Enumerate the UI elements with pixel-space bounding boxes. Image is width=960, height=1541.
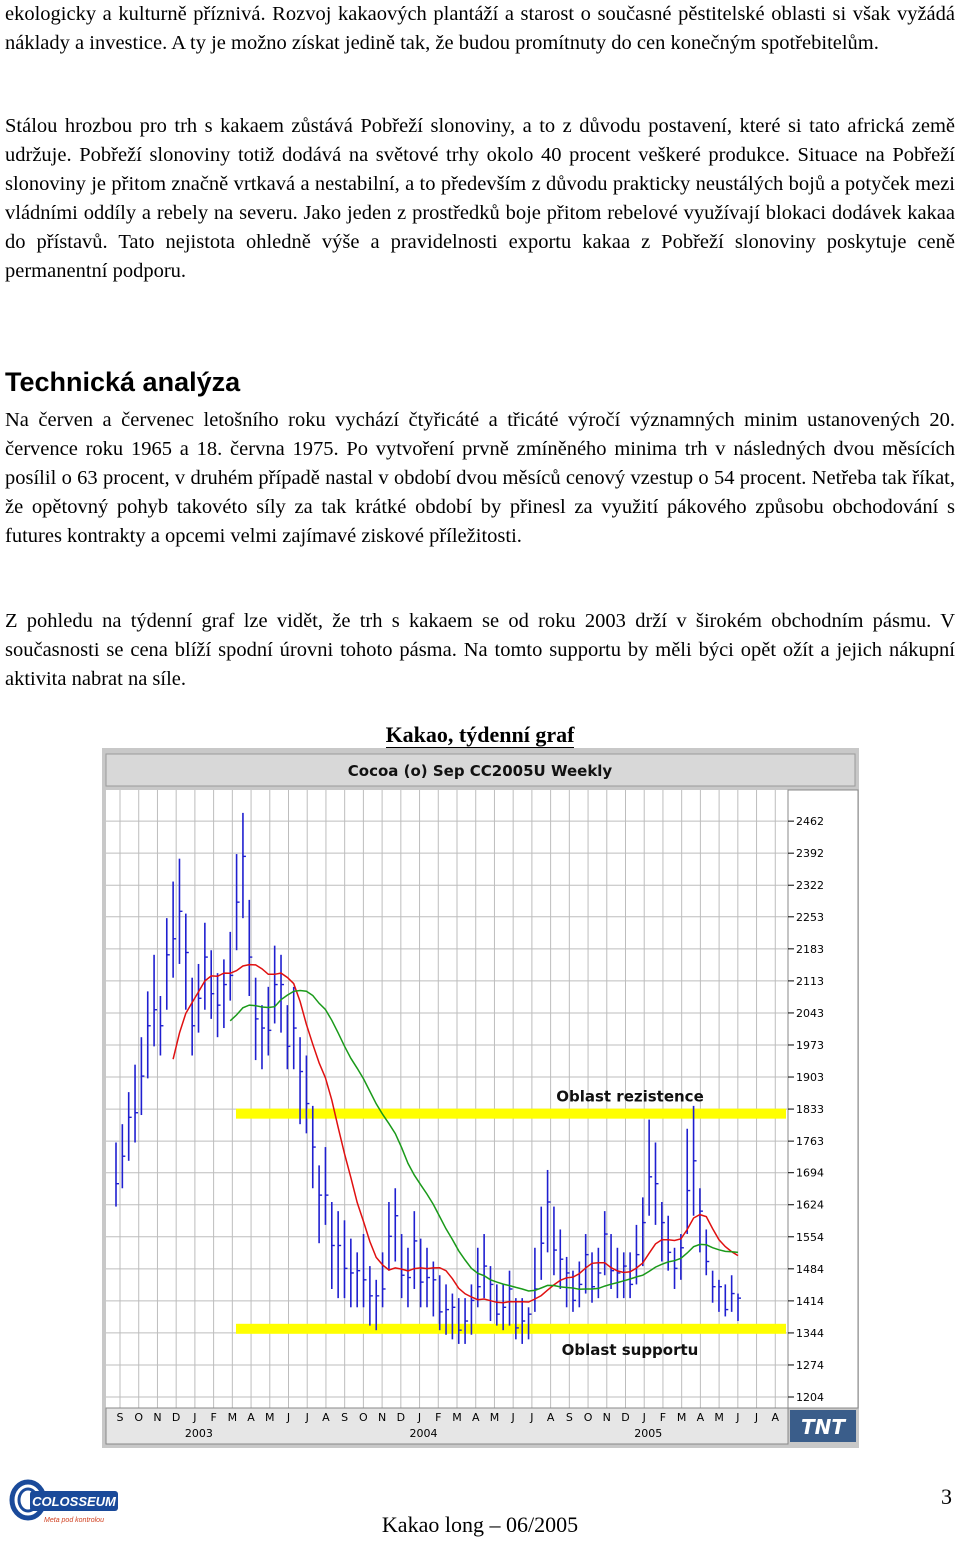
y-tick-label: 2043 [796, 1006, 824, 1020]
support-label: Oblast supportu [561, 1340, 699, 1359]
x-month-label: M [714, 1411, 724, 1424]
paragraph-weekly-chart: Z pohledu na týdenní graf lze vidět, že trh s kakaem se od roku 2003 drží v širokém obchodním pásmu. V současnosti se cena blíží spodní úrovni tohoto pásma. Na tomto supportu by měli býci opět ožít a jejich nákupní aktivita nabrat na síle. [5, 610, 955, 690]
y-tick-label: 1624 [796, 1198, 824, 1212]
x-year-label: 2003 [184, 1427, 213, 1440]
resistance-label: Oblast rezistence [556, 1087, 704, 1106]
x-month-label: J [754, 1411, 759, 1424]
x-month-label: A [771, 1411, 780, 1424]
y-tick-label: 2183 [796, 942, 824, 956]
y-tick-label: 1763 [796, 1135, 824, 1149]
x-month-label: F [435, 1411, 442, 1424]
y-tick-label: 2462 [796, 815, 824, 829]
x-month-label: D [621, 1411, 630, 1424]
y-tick-label: 1833 [796, 1103, 824, 1117]
x-month-label: A [322, 1411, 330, 1424]
x-month-label: J [286, 1411, 291, 1424]
x-month-label: J [511, 1411, 515, 1424]
x-month-label: A [247, 1411, 255, 1424]
x-month-label: J [642, 1411, 646, 1424]
x-month-label: O [583, 1411, 593, 1424]
page-number: 3 [941, 1484, 952, 1509]
x-month-label: A [471, 1411, 480, 1424]
x-month-label: J [305, 1411, 309, 1424]
section-heading: Technická analýza [5, 367, 241, 397]
x-month-label: M [227, 1411, 238, 1424]
chart-caption [0, 720, 960, 750]
logo-tagline: Meta pod kontrolou [44, 1517, 104, 1524]
x-month-label: A [546, 1411, 555, 1424]
y-tick-label: 1554 [796, 1230, 824, 1244]
x-month-label: D [171, 1411, 181, 1424]
x-month-label: J [193, 1411, 197, 1424]
x-month-label: D [396, 1411, 406, 1424]
footer-title: Kakao long – 06/2005 [381, 1512, 579, 1537]
x-month-label: O [359, 1411, 368, 1424]
x-month-label: S [565, 1411, 573, 1424]
x-month-label: A [696, 1411, 705, 1424]
support-band [236, 1324, 786, 1334]
y-tick-label: 1903 [796, 1071, 824, 1085]
x-month-label: S [341, 1411, 349, 1424]
x-month-label: J [530, 1411, 534, 1424]
y-tick-label: 1973 [796, 1038, 824, 1052]
x-month-label: M [676, 1411, 687, 1424]
chart-svg [102, 748, 859, 1448]
x-month-label: N [153, 1411, 162, 1424]
paragraph-ivory-coast: Stálou hrozbou pro trh s kakaem zůstává Pobřeží slonoviny, a to z důvodu postavení, které si tato africká země udržuje. Pobřeží slonoviny totiž dodává na světové trhy okolo 40 procent veškeré produkce. Situace na Pobřeží slonoviny je přitom značně vrtkavá a nestabilní, a to především z důvodu prakticky neustálých bojů a potyček mezi vládními oddíly a rebely na severu. Jako jeden z prostředků boje přitom rebelové využívají blokaci dodávek kakaa do přístavů. Tato nejistota ohledně výše a pravidelnosti exportu kakaa z Pobřeží slonoviny poskytuje ceně permanentní podporu. [5, 115, 955, 282]
paragraph-anniversary-lows: Na červen a červenec letošního roku vychází čtyřicáté a třicáté výročí významných minim ustanovených 20. července roku 1965 a 18. června 1975. Po vytvoření prvně zmíněného minima trh v následných dvou měsících posílil o 63 procent, v druhém případě nastal v období dvou měsíců cenový vzestup o 54 procent. Netřeba tak říkat, že opětovný pohyb takovéto síly za tak krátké období by přinesl za využití pákového způsobu obchodování s futures kontrakty a opcemi velmi zajímavé ziskové příležitosti. [5, 409, 955, 547]
x-month-label: J [417, 1411, 422, 1424]
chart-caption-text: Kakao, týdenní graf [385, 722, 575, 747]
y-tick-label: 1694 [796, 1166, 824, 1180]
resistance-band [236, 1109, 786, 1119]
y-tick-label: 1274 [796, 1358, 824, 1372]
x-month-label: N [377, 1411, 387, 1424]
x-month-label: O [134, 1411, 144, 1424]
y-tick-label: 2322 [796, 879, 824, 893]
cocoa-weekly-chart [102, 748, 859, 1448]
paragraph-intro: ekologicky a kulturně příznivá. Rozvoj kakaových plantáží a starost o současné pěstitelské oblasti si však vyžádá náklady a investice. A ty je možno získat jedině tak, že budou promítnuty do cen konečným spotřebitelům. [5, 3, 955, 54]
x-month-label: N [602, 1411, 611, 1424]
logo-wordmark: COLOSSEUM [32, 1494, 116, 1509]
tnt-logo-text: TNT [800, 1415, 846, 1439]
x-month-label: M [489, 1411, 500, 1424]
x-month-label: M [265, 1411, 275, 1424]
y-tick-label: 1484 [796, 1262, 824, 1276]
chart-title: Cocoa (o) Sep CC2005U Weekly [347, 762, 613, 780]
x-year-label: 2005 [634, 1427, 663, 1440]
x-month-label: M [452, 1411, 462, 1424]
y-tick-label: 2392 [796, 847, 824, 861]
x-month-label: F [210, 1411, 217, 1424]
y-tick-label: 1204 [796, 1391, 824, 1405]
y-tick-label: 1344 [796, 1326, 824, 1340]
x-month-label: F [659, 1411, 667, 1424]
y-tick-label: 1414 [796, 1294, 824, 1308]
y-tick-label: 2113 [796, 974, 824, 988]
x-month-label: S [116, 1411, 124, 1424]
x-month-label: J [736, 1411, 740, 1424]
y-tick-label: 2253 [796, 910, 824, 924]
x-year-label: 2004 [409, 1427, 438, 1440]
